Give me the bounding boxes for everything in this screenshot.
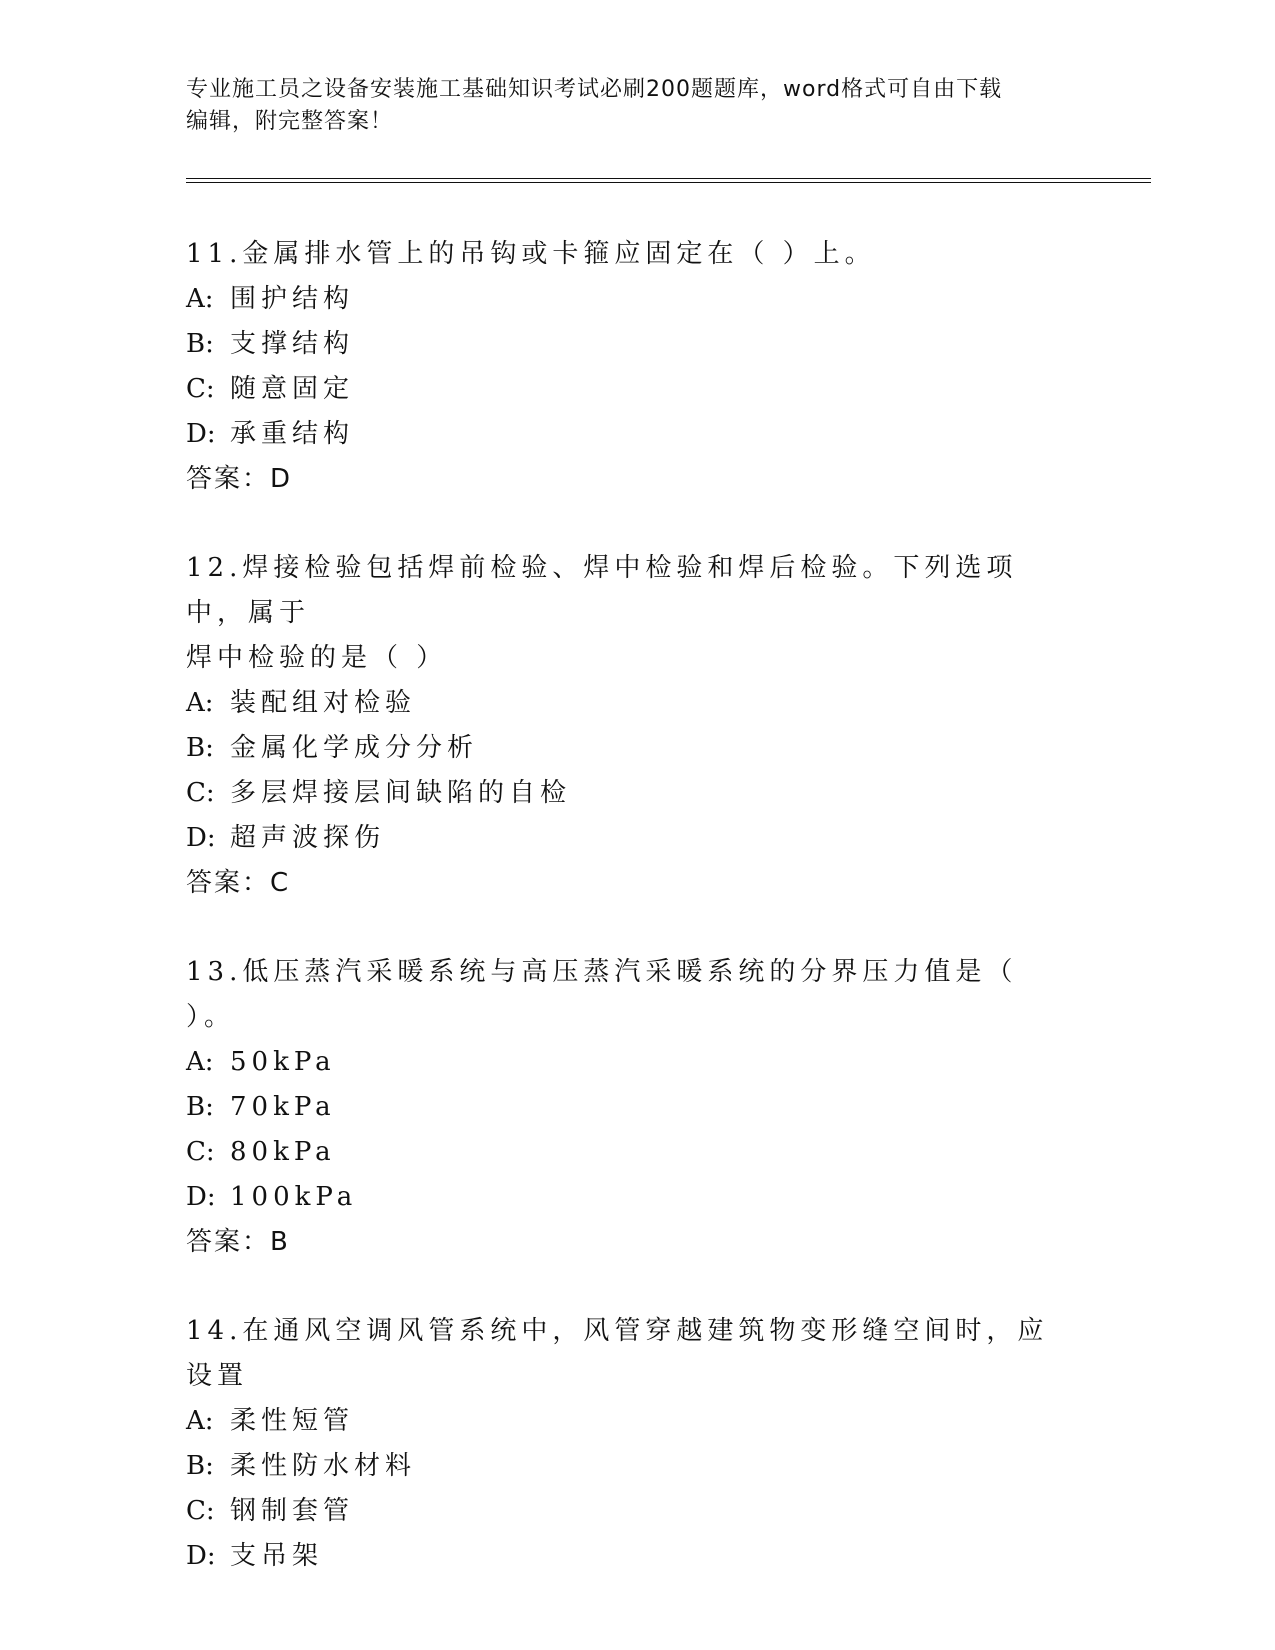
- question-block: [186, 546, 1066, 906]
- option-letter: D:: [186, 419, 216, 449]
- header-line-2: 编辑，附完整答案！: [186, 109, 394, 134]
- answer-option: [186, 322, 1066, 367]
- option-text: 柔性防水材料: [230, 1451, 417, 1481]
- answer-option: [186, 1130, 1066, 1175]
- option-letter: D:: [186, 1182, 216, 1212]
- answer-option: [186, 726, 1066, 771]
- question-stem: 14.在通风空调风管系统中，风管穿越建筑物变形缝空间时，应设置: [186, 1316, 1049, 1391]
- answer-key: 答案：C: [186, 868, 291, 898]
- document-header: [186, 74, 1066, 138]
- answer-option: [186, 1489, 1066, 1534]
- question-stem: 12.焊接检验包括焊前检验、焊中检验和焊后检验。下列选项中，属于: [186, 553, 1018, 628]
- option-text: 80kPa: [230, 1137, 336, 1167]
- option-letter: C:: [186, 1137, 215, 1167]
- answer-option: [186, 1040, 1066, 1085]
- answer-option: [186, 277, 1066, 322]
- question-block: [186, 232, 1066, 502]
- question-block: [186, 1309, 1066, 1579]
- option-text: 围护结构: [230, 284, 355, 314]
- option-letter: D:: [186, 823, 216, 853]
- answer-option: [186, 771, 1066, 816]
- option-letter: C:: [186, 1496, 215, 1526]
- option-text: 超声波探伤: [230, 823, 386, 853]
- option-text: 承重结构: [230, 419, 355, 449]
- answer-option: [186, 1085, 1066, 1130]
- answer-key: 答案：D: [186, 464, 293, 494]
- question-stem: 13.低压蒸汽采暖系统与高压蒸汽采暖系统的分界压力值是（ ）。: [186, 957, 1018, 1032]
- option-letter: C:: [186, 374, 215, 404]
- option-letter: A:: [186, 1047, 214, 1077]
- option-text: 柔性短管: [230, 1406, 355, 1436]
- answer-option: [186, 1399, 1066, 1444]
- option-text: 金属化学成分分析: [230, 733, 479, 763]
- header-divider-bottom: [186, 182, 1151, 183]
- option-text: 多层焊接层间缺陷的自检: [230, 778, 572, 808]
- option-letter: D:: [186, 1541, 216, 1571]
- option-letter: A:: [186, 1406, 214, 1436]
- option-text: 100kPa: [230, 1182, 358, 1212]
- option-text: 50kPa: [230, 1047, 336, 1077]
- answer-option: [186, 412, 1066, 457]
- answer-option: [186, 816, 1066, 861]
- option-letter: B:: [186, 1451, 214, 1481]
- option-letter: B:: [186, 1092, 214, 1122]
- option-text: 70kPa: [230, 1092, 336, 1122]
- option-text: 支撑结构: [230, 329, 355, 359]
- header-divider-top: [186, 178, 1151, 179]
- answer-option: [186, 681, 1066, 726]
- question-block: [186, 950, 1066, 1265]
- option-text: 随意固定: [230, 374, 355, 404]
- option-text: 支吊架: [230, 1541, 324, 1571]
- option-letter: B:: [186, 733, 214, 763]
- answer-option: [186, 1534, 1066, 1579]
- option-letter: C:: [186, 778, 215, 808]
- answer-option: [186, 1444, 1066, 1489]
- question-list: [186, 232, 1066, 1623]
- option-letter: B:: [186, 329, 214, 359]
- answer-option: [186, 367, 1066, 412]
- option-letter: A:: [186, 284, 214, 314]
- answer-option: [186, 1175, 1066, 1220]
- header-line-1: 专业施工员之设备安装施工基础知识考试必刷200题题库，word格式可自由下载: [186, 77, 1003, 102]
- option-text: 装配组对检验: [230, 688, 417, 718]
- option-text: 钢制套管: [230, 1496, 355, 1526]
- question-stem: 焊中检验的是（ ）: [186, 643, 448, 673]
- option-letter: A:: [186, 688, 214, 718]
- question-stem: 11.金属排水管上的吊钩或卡箍应固定在（ ）上。: [186, 239, 876, 269]
- answer-key: 答案：B: [186, 1227, 290, 1257]
